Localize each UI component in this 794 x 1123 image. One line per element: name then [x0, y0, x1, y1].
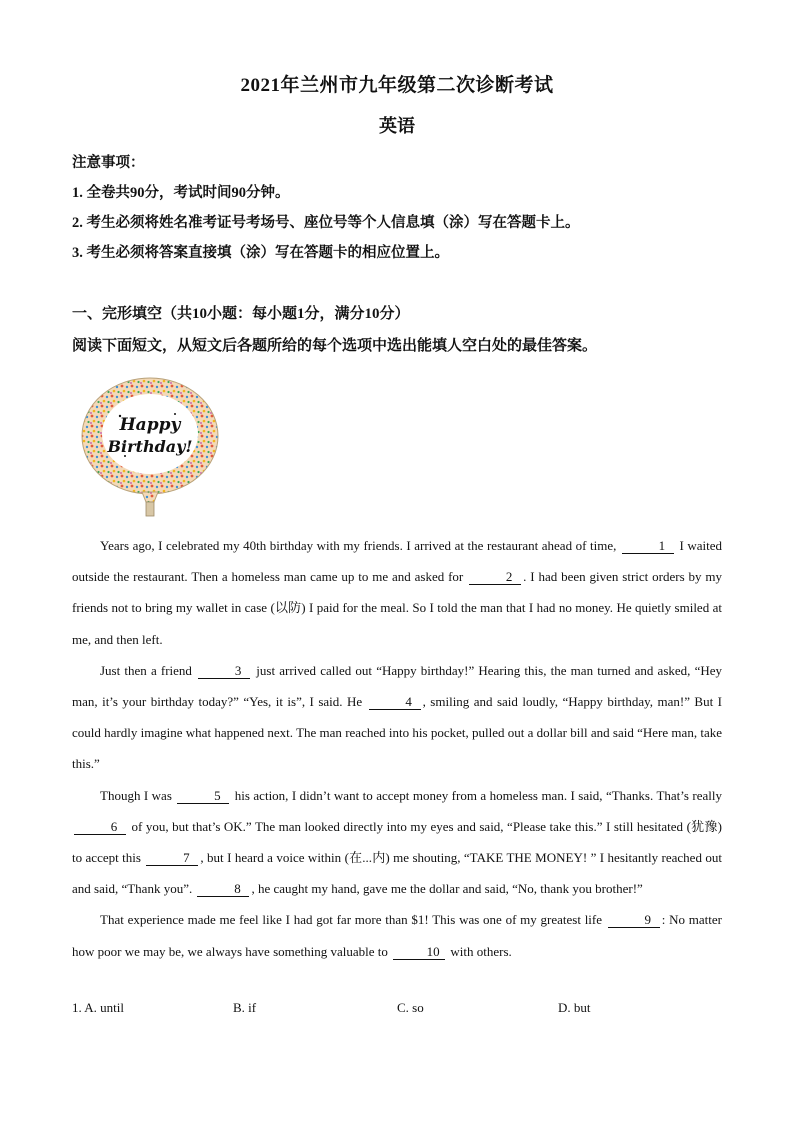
note-item-1: 1. 全卷共90分，考试时间90分钟。: [72, 185, 290, 201]
passage-paragraph-4: [72, 904, 722, 966]
option-d: D. but: [558, 1000, 591, 1015]
passage-text: with others.: [447, 943, 512, 959]
blank-1: 1: [622, 539, 674, 554]
passage-text: just arrived called out “Happy birthday!” Hearing this, the man turned and asked, “Hey man, it’s your birthday today?” “Yes, it is”, I said. He: [72, 662, 723, 710]
section-heading: 一、完形填空（共10小题：每小题1分，满分10分）: [72, 306, 410, 322]
passage-text: : No matter how poor we may be, we always have something valuable to: [72, 912, 722, 959]
notes-block: [72, 148, 722, 268]
passage-text: Though I was: [100, 787, 176, 803]
passage-text: , smiling and said loudly, “Happy birthday, man!” But I could hardly imagine what happened next. The man reached into his pocket, pulled out a dollar bill and said “Here man, take this.”: [72, 694, 722, 772]
passage-paragraph-3: [72, 780, 722, 905]
exam-title: 2021年兰州市九年级第二次诊断考试: [240, 75, 554, 96]
blank-6: 6: [74, 820, 126, 835]
passage-paragraph-2: [72, 655, 722, 780]
passage-text: Years ago, I celebrated my 40th birthday with my friends. I arrived at the restaurant ahead of time,: [100, 538, 620, 553]
notes-heading: 注意事项：: [72, 155, 145, 171]
balloon-text-happy: Happy: [119, 415, 181, 435]
blank-7: 7: [146, 851, 198, 866]
option-a: 1. A. until: [72, 1000, 125, 1015]
passage-text: . I had been given strict orders by my friends not to bring my wallet in case (以防) I paid for the meal. So I told the man that I had no money. He quietly smiled at me, and then left.: [72, 569, 722, 647]
passage-text: Just then a friend: [100, 662, 197, 678]
passage-text: his action, I didn’t want to accept money from a homeless man. I said, “Thanks. That’s really: [231, 787, 722, 803]
exam-subject: 英语: [379, 116, 415, 136]
blank-8: 8: [197, 882, 249, 897]
cloze-passage: [72, 530, 722, 967]
blank-3: 3: [198, 664, 250, 679]
blank-9: 9: [608, 913, 660, 928]
note-item-2: 2. 考生必须将姓名准考证号考场号、座位号等个人信息填（涂）写在答题卡上。: [72, 215, 580, 231]
blank-4: 4: [369, 695, 421, 710]
section-instruction: 阅读下面短文，从短文后各题所给的每个选项中选出能填人空白处的最佳答案。: [72, 338, 598, 354]
passage-text: of you, but that’s OK.” The man looked directly into my eyes and said, “Please take this.” I still hesitated (犹豫) to accept this: [72, 818, 722, 866]
option-b: B. if: [233, 1000, 257, 1015]
question-1-options: [72, 1000, 722, 1026]
passage-text: , he caught my hand, gave me the dollar and said, “No, thank you brother!”: [251, 881, 643, 897]
birthday-balloon-image: [80, 374, 220, 520]
passage-text: , but I heard a voice within (在...内) me shouting, “TAKE THE MONEY! ” I hesitantly reached out and said, “Thank you”.: [72, 850, 722, 897]
passage-paragraph-1: [72, 530, 722, 655]
blank-5: 5: [177, 789, 229, 804]
blank-10: 10: [393, 945, 445, 960]
passage-text: I waited outside the restaurant. Then a homeless man came up to me and asked for: [72, 538, 722, 585]
option-c: C. so: [397, 1000, 424, 1015]
passage-text: That experience made me feel like I had got far more than $1! This was one of my greatest life: [100, 912, 606, 928]
balloon-text-birthday: Birthday!: [107, 437, 193, 456]
blank-2: 2: [469, 570, 521, 585]
note-item-3: 3. 考生必须将答案直接填（涂）写在答题卡的相应位置上。: [72, 245, 449, 261]
